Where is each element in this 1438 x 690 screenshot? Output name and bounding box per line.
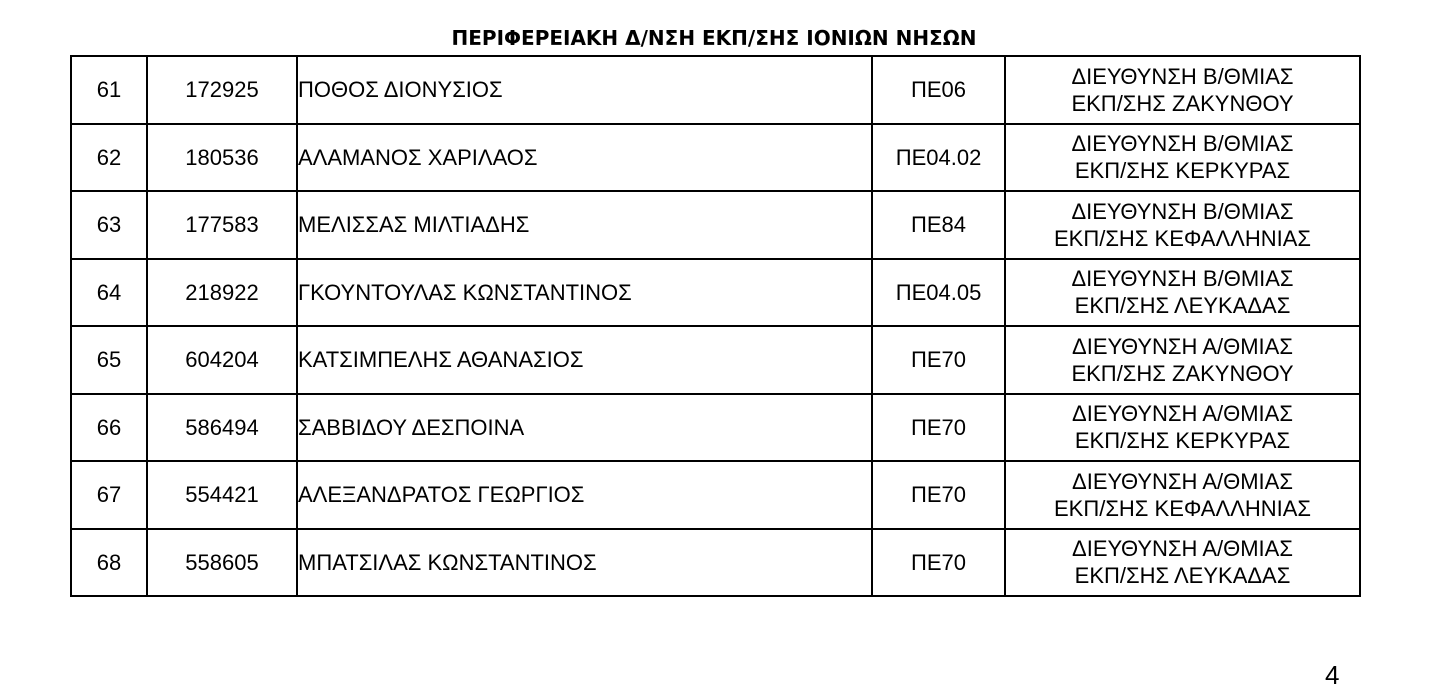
full-name-cell: ΜΠΑΤΣΙΛΑΣ ΚΩΝΣΤΑΝΤΙΝΟΣ [297, 529, 872, 597]
table-row [71, 529, 1360, 597]
directorate-line-1: ΔΙΕΥΘΥΝΣΗ Β/ΘΜΙΑΣ [1071, 131, 1294, 157]
specialty-cell: ΠΕ70 [872, 461, 1005, 529]
directorate-line-1: ΔΙΕΥΘΥΝΣΗ Α/ΘΜΙΑΣ [1072, 333, 1293, 359]
table-row [71, 191, 1360, 259]
row-number-cell: 66 [71, 394, 147, 462]
registry-id-cell: 172925 [147, 56, 297, 124]
registry-id-cell: 218922 [147, 259, 297, 327]
directorate-cell [1005, 259, 1360, 327]
row-number-cell: 64 [71, 259, 147, 327]
directorate-line-2: ΕΚΠ/ΣΗΣ ΖΑΚΥΝΘΟΥ [1071, 360, 1294, 386]
directorate-cell [1005, 394, 1360, 462]
table-body [71, 56, 1360, 596]
personnel-table [70, 55, 1361, 597]
directorate-line-1: ΔΙΕΥΘΥΝΣΗ Β/ΘΜΙΑΣ [1071, 63, 1294, 89]
table-row [71, 461, 1360, 529]
directorate-cell [1005, 461, 1360, 529]
page-title: ΠΕΡΙΦΕΡΕΙΑΚΗ Δ/ΝΣΗ ΕΚΠ/ΣΗΣ ΙΟΝΙΩΝ ΝΗΣΩΝ [451, 26, 977, 50]
specialty-cell: ΠΕ70 [872, 394, 1005, 462]
directorate-line-2: ΕΚΠ/ΣΗΣ ΖΑΚΥΝΘΟΥ [1071, 90, 1294, 116]
full-name-cell: ΣΑΒΒΙΔΟΥ ΔΕΣΠΟΙΝΑ [297, 394, 872, 462]
specialty-cell: ΠΕ04.02 [872, 124, 1005, 192]
registry-id-cell: 180536 [147, 124, 297, 192]
directorate-line-1: ΔΙΕΥΘΥΝΣΗ Β/ΘΜΙΑΣ [1071, 266, 1294, 292]
directorate-line-2: ΕΚΠ/ΣΗΣ ΛΕΥΚΑΔΑΣ [1074, 563, 1291, 589]
full-name-cell: ΠΟΘΟΣ ΔΙΟΝΥΣΙΟΣ [297, 56, 872, 124]
registry-id-cell: 558605 [147, 529, 297, 597]
directorate-line-1: ΔΙΕΥΘΥΝΣΗ Α/ΘΜΙΑΣ [1072, 401, 1293, 427]
page-number: 4 [1325, 660, 1340, 690]
registry-id-cell: 604204 [147, 326, 297, 394]
directorate-line-2: ΕΚΠ/ΣΗΣ ΚΕΦΑΛΛΗΝΙΑΣ [1053, 495, 1312, 521]
directorate-cell [1005, 124, 1360, 192]
specialty-cell: ΠΕ84 [872, 191, 1005, 259]
directorate-line-1: ΔΙΕΥΘΥΝΣΗ Α/ΘΜΙΑΣ [1072, 536, 1293, 562]
full-name-cell: ΚΑΤΣΙΜΠΕΛΗΣ ΑΘΑΝΑΣΙΟΣ [297, 326, 872, 394]
table-row [71, 124, 1360, 192]
full-name-cell: ΜΕΛΙΣΣΑΣ ΜΙΛΤΙΑΔΗΣ [297, 191, 872, 259]
registry-id-cell: 554421 [147, 461, 297, 529]
specialty-cell: ΠΕ04.05 [872, 259, 1005, 327]
directorate-line-2: ΕΚΠ/ΣΗΣ ΚΕΡΚΥΡΑΣ [1074, 428, 1291, 454]
row-number-cell: 67 [71, 461, 147, 529]
directorate-cell [1005, 56, 1360, 124]
row-number-cell: 62 [71, 124, 147, 192]
full-name-cell: ΑΛΕΞΑΝΔΡΑΤΟΣ ΓΕΩΡΓΙΟΣ [297, 461, 872, 529]
table-row [71, 259, 1360, 327]
directorate-line-1: ΔΙΕΥΘΥΝΣΗ Α/ΘΜΙΑΣ [1072, 468, 1293, 494]
specialty-cell: ΠΕ06 [872, 56, 1005, 124]
table-row [71, 326, 1360, 394]
full-name-cell: ΑΛΑΜΑΝΟΣ ΧΑΡΙΛΑΟΣ [297, 124, 872, 192]
registry-id-cell: 586494 [147, 394, 297, 462]
directorate-line-2: ΕΚΠ/ΣΗΣ ΛΕΥΚΑΔΑΣ [1074, 293, 1291, 319]
row-number-cell: 61 [71, 56, 147, 124]
row-number-cell: 63 [71, 191, 147, 259]
directorate-line-1: ΔΙΕΥΘΥΝΣΗ Β/ΘΜΙΑΣ [1071, 198, 1294, 224]
registry-id-cell: 177583 [147, 191, 297, 259]
specialty-cell: ΠΕ70 [872, 529, 1005, 597]
directorate-line-2: ΕΚΠ/ΣΗΣ ΚΕΦΑΛΛΗΝΙΑΣ [1053, 225, 1312, 251]
row-number-cell: 65 [71, 326, 147, 394]
directorate-cell [1005, 326, 1360, 394]
directorate-cell [1005, 191, 1360, 259]
full-name-cell: ΓΚΟΥΝΤΟΥΛΑΣ ΚΩΝΣΤΑΝΤΙΝΟΣ [297, 259, 872, 327]
table-row [71, 56, 1360, 124]
table-row [71, 394, 1360, 462]
specialty-cell: ΠΕ70 [872, 326, 1005, 394]
directorate-line-2: ΕΚΠ/ΣΗΣ ΚΕΡΚΥΡΑΣ [1074, 158, 1291, 184]
directorate-cell [1005, 529, 1360, 597]
row-number-cell: 68 [71, 529, 147, 597]
